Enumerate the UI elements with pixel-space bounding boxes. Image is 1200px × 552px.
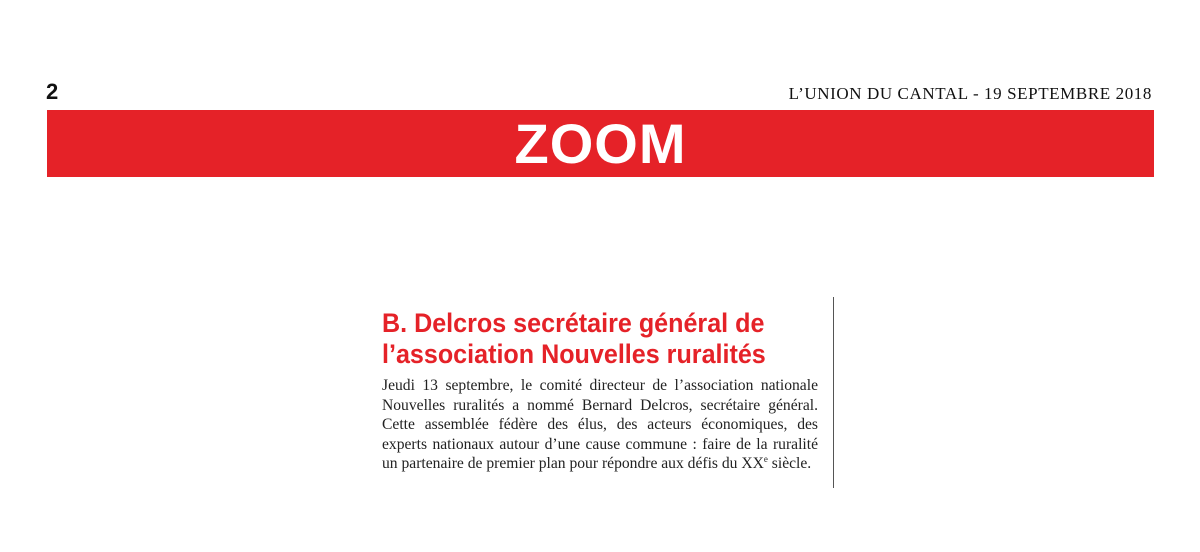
publication-date-line: L’UNION DU CANTAL - 19 SEPTEMBRE 2018 [788,84,1152,103]
section-banner [47,110,1154,177]
article-body [382,376,818,474]
article-body-end: siècle. [767,455,812,472]
headline-line-1: B. Delcros secrétaire général de [382,308,765,338]
column-rule [833,297,834,488]
article-headline [382,308,791,370]
page-number: 2 [46,79,59,104]
headline-line-2: l’association Nouvelles ruralités [382,339,766,369]
section-title: ZOOM [514,111,687,175]
article [382,308,822,474]
article-body-text: Jeudi 13 septembre, le comité directeur de l’association nationale Nouvelles ruralités a nommé Bernard Delcros, secrétaire général. Cette assemblée fédère des élus, des acteurs économiques, des experts nationaux autour d’une cause commune : faire de la ruralité un partenaire de premier plan pour répondre aux défis du XX [382,377,818,472]
century-superscript: e [763,453,768,464]
